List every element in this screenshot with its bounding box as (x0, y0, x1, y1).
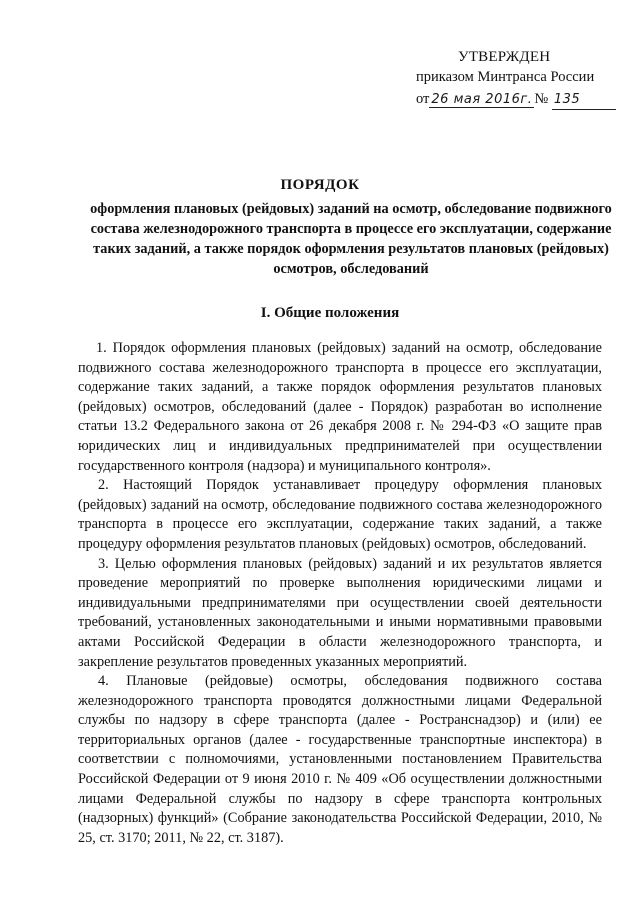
approval-stamp-block (404, 48, 614, 110)
paragraph-2: 2. Настоящий Порядок устанавливает процедуру оформления плановых (рейдовых) заданий на осмотр, обследование подвижного состава железнодорожного транспорта в процессе его эксплуатации, содержание таких заданий, а также процедуру оформления результатов плановых (рейдовых) осмотров, обследований. (78, 477, 602, 552)
order-date-number-line (416, 90, 626, 110)
paragraph-1: 1. Порядок оформления плановых (рейдовых) заданий на осмотр, обследование подвижного состава железнодорожного транспорта в процессе его эксплуатации, содержание таких заданий, а также порядок оформления результатов плановых (рейдовых) осмотров, обследований (далее - Порядок) разработан во исполнение статьи 13.2 Федерального закона от 26 декабря 2008 г. № 294-ФЗ «О защите прав юридических лиц и индивидуальных предпринимателей при осуществлении государственного контроля (надзора) и муниципального контроля». (78, 340, 602, 474)
document-title: ПОРЯДОК (280, 177, 360, 193)
paragraph-3: 3. Целью оформления плановых (рейдовых) заданий и их результатов является проведение мероприятий по проверке выполнения юридическими лицами и индивидуальными предпринимателями при осуществлении своей деятельности требований, установленных законодательными и иными нормативными правовыми актами Российской Федерации в области железнодорожного транспорта, и закрепление результатов проведенных указанных мероприятий. (78, 555, 602, 670)
approved-label: УТВЕРЖДЕН (458, 49, 551, 65)
from-label: от (416, 91, 430, 107)
handwritten-date: 26 мая 2016г. (431, 92, 533, 107)
order-line: приказом Минтранса России (416, 69, 595, 85)
handwritten-number: 135 (552, 91, 616, 110)
document-body (78, 339, 602, 848)
document-subtitle: оформления плановых (рейдовых) заданий на осмотр, обследование подвижного состава железнодорожного транспорта в процессе его эксплуатации, содержание таких заданий, а также порядок оформления результатов плановых (рейдовых) осмотров, обследований (90, 201, 612, 277)
paragraph-4: 4. Плановые (рейдовые) осмотры, обследования подвижного состава железнодорожного транспорта проводятся должностными лицами Федеральной службы по надзору в сфере транспорта (далее - Ространснадзор) и (или) ее территориальных органов (далее - государственные транспортные инспектора) в соответствии с полномочиями, установленными постановлением Правительства Российской Федерации от 9 июня 2010 г. № 409 «Об осуществлении должностными лицами Федеральной службы по надзору в сфере транспорта контрольных (надзорных) функций» (Собрание законодательства Российской Федерации, 2010, № 25, ст. 3170; 2011, № 22, ст. 3187). (78, 673, 602, 846)
number-label: № (534, 91, 549, 107)
section-title: I. Общие положения (260, 305, 400, 321)
